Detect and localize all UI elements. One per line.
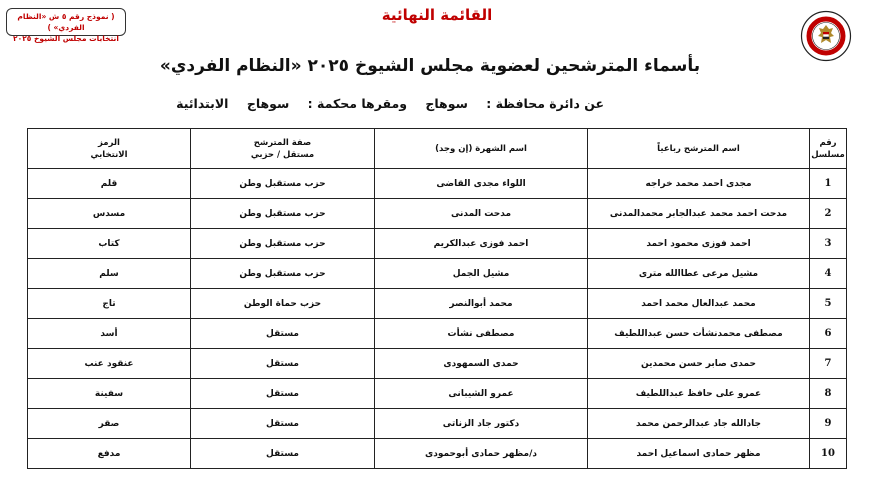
row-number: 4	[810, 259, 847, 289]
candidate-nickname: اللواء مجدى القاضى	[375, 169, 588, 199]
row-number: 7	[810, 349, 847, 379]
candidate-name: مظهر حمادى اسماعيل احمد	[588, 439, 810, 469]
row-number: 3	[810, 229, 847, 259]
header-electoral-symbol: الرمز الانتخابي	[28, 129, 191, 169]
candidate-type: مستقل	[191, 409, 375, 439]
electoral-symbol: كتاب	[28, 229, 191, 259]
candidate-nickname: مشيل الجمل	[375, 259, 588, 289]
candidate-name: مشيل مرعى عطاالله مترى	[588, 259, 810, 289]
table-header-row	[28, 129, 847, 169]
candidate-nickname: دكتور جاد الزناتى	[375, 409, 588, 439]
table-row	[28, 379, 847, 409]
candidate-nickname: محمد أبوالنصر	[375, 289, 588, 319]
constituency-value: سوهاج	[425, 96, 468, 111]
candidate-name: مجدى احمد محمد خراجه	[588, 169, 810, 199]
candidate-name: عمرو على حافظ عبداللطيف	[588, 379, 810, 409]
electoral-symbol: عنقود عنب	[28, 349, 191, 379]
candidate-type: حزب مستقبل وطن	[191, 199, 375, 229]
court-type: الابتدائية	[176, 96, 229, 111]
table-row	[28, 289, 847, 319]
table-row	[28, 229, 847, 259]
candidate-nickname: عمرو الشيبانى	[375, 379, 588, 409]
electoral-symbol: قلم	[28, 169, 191, 199]
district-info	[162, 96, 604, 111]
row-number: 6	[810, 319, 847, 349]
row-number: 2	[810, 199, 847, 229]
candidate-type: حزب مستقبل وطن	[191, 229, 375, 259]
candidate-type: مستقل	[191, 439, 375, 469]
candidate-name: حمدى صابر حسن محمدين	[588, 349, 810, 379]
court-value: سوهاج	[246, 96, 290, 111]
electoral-symbol: سلم	[28, 259, 191, 289]
header-nickname: اسم الشهرة (إن وجد)	[375, 129, 588, 169]
row-number: 8	[810, 379, 847, 409]
candidate-name: مدحت احمد محمد عبدالجابر محمدالمدنى	[588, 199, 810, 229]
elections-authority-logo-icon	[800, 10, 852, 62]
candidate-type: مستقل	[191, 379, 375, 409]
main-title: بأسماء المترشحين لعضوية مجلس الشيوخ ٢٠٢٥ «النظام الفردي»	[159, 56, 701, 76]
electoral-symbol: مسدس	[28, 199, 191, 229]
form-number-line1: ( نموذج رقم ٥ ش «النظام الفردي» )	[17, 12, 115, 32]
header-candidate-type: صفة المترشح مستقل / حزبي	[191, 129, 375, 169]
candidate-type: حزب مستقبل وطن	[191, 169, 375, 199]
candidate-name: جادالله جاد عبدالرحمن محمد	[588, 409, 810, 439]
candidate-nickname: حمدى السمهودى	[375, 349, 588, 379]
constituency-label: عن دائرة محافظة :	[486, 96, 604, 111]
table-row	[28, 409, 847, 439]
form-number-line2: انتخابات مجلس الشيوخ ٢٠٢٥	[13, 34, 119, 43]
electoral-symbol: تاج	[28, 289, 191, 319]
electoral-symbol: أسد	[28, 319, 191, 349]
row-number: 1	[810, 169, 847, 199]
row-number: 10	[810, 439, 847, 469]
header-candidate-name: اسم المترشح رباعياً	[588, 129, 810, 169]
candidate-name: مصطفى محمدنشأت حسن عبداللطيف	[588, 319, 810, 349]
final-list-title: القائمة النهائية	[381, 6, 493, 24]
candidate-nickname: مدحت المدنى	[375, 199, 588, 229]
candidates-table	[27, 128, 847, 469]
header-serial-number: رقم مسلسل	[810, 129, 847, 169]
table-row	[28, 349, 847, 379]
electoral-symbol: سفينة	[28, 379, 191, 409]
row-number: 9	[810, 409, 847, 439]
candidate-name: احمد فوزى محمود احمد	[588, 229, 810, 259]
candidate-type: مستقل	[191, 319, 375, 349]
candidate-nickname: مصطفى نشأت	[375, 319, 588, 349]
candidate-type: مستقل	[191, 349, 375, 379]
table-row	[28, 259, 847, 289]
table-row	[28, 169, 847, 199]
row-number: 5	[810, 289, 847, 319]
court-label: ومقرها محكمة :	[307, 96, 407, 111]
electoral-symbol: مدفع	[28, 439, 191, 469]
table-row	[28, 319, 847, 349]
table-row	[28, 199, 847, 229]
candidate-type: حزب حماة الوطن	[191, 289, 375, 319]
candidate-name: محمد عبدالعال محمد احمد	[588, 289, 810, 319]
candidate-nickname: د/مظهر حمادى أبوحمودى	[375, 439, 588, 469]
candidate-nickname: احمد فوزى عبدالكريم	[375, 229, 588, 259]
electoral-symbol: صقر	[28, 409, 191, 439]
table-row	[28, 439, 847, 469]
candidate-type: حزب مستقبل وطن	[191, 259, 375, 289]
